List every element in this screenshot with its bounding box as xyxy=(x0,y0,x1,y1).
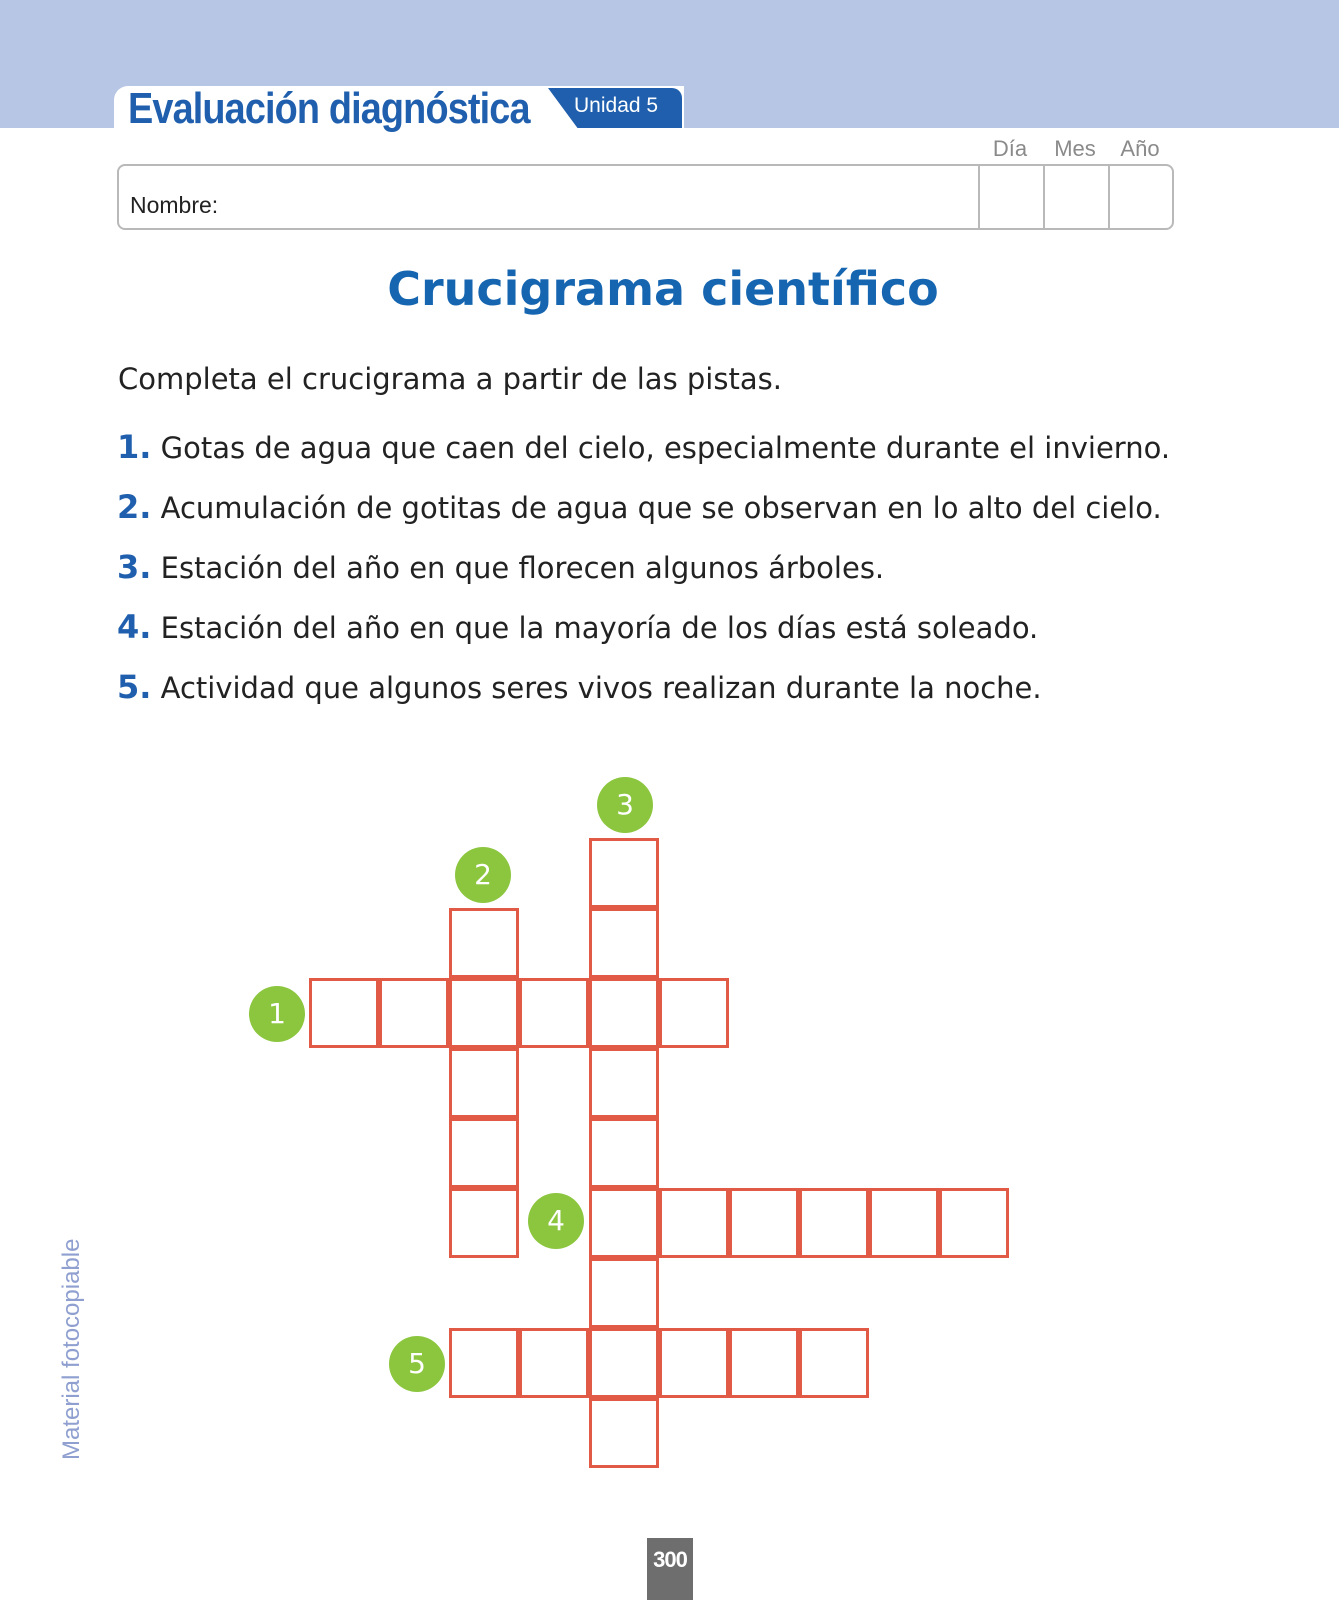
clue-number: 3. xyxy=(117,548,152,586)
crossword-cell[interactable] xyxy=(869,1188,939,1258)
clue-number: 2. xyxy=(117,488,152,526)
crossword-cell[interactable] xyxy=(519,978,589,1048)
crossword-cell[interactable] xyxy=(449,978,519,1048)
crossword-cell[interactable] xyxy=(449,1118,519,1188)
unit-label: Unidad 5 xyxy=(574,94,659,117)
page-number: 300 xyxy=(647,1538,693,1600)
crossword-marker-2: 2 xyxy=(455,847,511,903)
clue-5 xyxy=(117,668,1042,706)
name-label: Nombre: xyxy=(130,192,219,218)
crossword-cell[interactable] xyxy=(799,1188,869,1258)
clue-text: Gotas de agua que caen del cielo, especialmente durante el invierno. xyxy=(160,431,1171,465)
clue-3 xyxy=(117,548,884,586)
crossword-cell[interactable] xyxy=(589,838,659,908)
crossword-cell[interactable] xyxy=(589,1398,659,1468)
crossword-cell[interactable] xyxy=(589,1118,659,1188)
crossword-cell[interactable] xyxy=(729,1328,799,1398)
crossword-marker-4: 4 xyxy=(528,1193,584,1249)
clue-text: Actividad que algunos seres vivos realizan durante la noche. xyxy=(160,671,1042,705)
crossword-cell[interactable] xyxy=(449,1328,519,1398)
crossword-cell[interactable] xyxy=(449,908,519,978)
crossword-cell[interactable] xyxy=(589,1048,659,1118)
date-label-year: Año xyxy=(1120,136,1160,161)
crossword-cell[interactable] xyxy=(309,978,379,1048)
crossword-cell[interactable] xyxy=(449,1188,519,1258)
crossword-cell[interactable] xyxy=(729,1188,799,1258)
crossword-cell[interactable] xyxy=(589,908,659,978)
clue-1 xyxy=(117,428,1170,466)
crossword-cell[interactable] xyxy=(379,978,449,1048)
clue-number: 5. xyxy=(117,668,152,706)
date-field-day[interactable] xyxy=(978,164,980,230)
clue-4 xyxy=(117,608,1038,646)
crossword-cell[interactable] xyxy=(589,1188,659,1258)
header-title: Evaluación diagnóstica xyxy=(128,84,530,133)
clue-text: Acumulación de gotitas de agua que se observan en lo alto del cielo. xyxy=(160,491,1162,525)
crossword-cell[interactable] xyxy=(449,1048,519,1118)
date-label-month: Mes xyxy=(1054,136,1096,161)
crossword-marker-3: 3 xyxy=(597,777,653,833)
crossword-marker-5: 5 xyxy=(389,1336,445,1392)
page-title: Crucigrama científico xyxy=(387,262,939,316)
crossword-cell[interactable] xyxy=(659,1188,729,1258)
crossword-marker-1: 1 xyxy=(249,986,305,1042)
crossword-cell[interactable] xyxy=(799,1328,869,1398)
name-field[interactable] xyxy=(117,164,1174,230)
date-field-month[interactable] xyxy=(1043,164,1045,230)
date-field-year[interactable] xyxy=(1108,164,1110,230)
clue-number: 4. xyxy=(117,608,152,646)
clue-text: Estación del año en que la mayoría de los días está soleado. xyxy=(160,611,1039,645)
crossword-cell[interactable] xyxy=(589,1328,659,1398)
clue-number: 1. xyxy=(117,428,152,466)
crossword-cell[interactable] xyxy=(589,1258,659,1328)
clue-text: Estación del año en que florecen algunos árboles. xyxy=(160,551,885,585)
crossword-cell[interactable] xyxy=(659,978,729,1048)
instructions: Completa el crucigrama a partir de las pistas. xyxy=(118,362,782,396)
side-label: Material fotocopiable xyxy=(58,1238,85,1460)
clue-2 xyxy=(117,488,1162,526)
crossword-cell[interactable] xyxy=(519,1328,589,1398)
crossword-cell[interactable] xyxy=(939,1188,1009,1258)
crossword-cell[interactable] xyxy=(659,1328,729,1398)
date-label-day: Día xyxy=(992,136,1028,161)
crossword-cell[interactable] xyxy=(589,978,659,1048)
